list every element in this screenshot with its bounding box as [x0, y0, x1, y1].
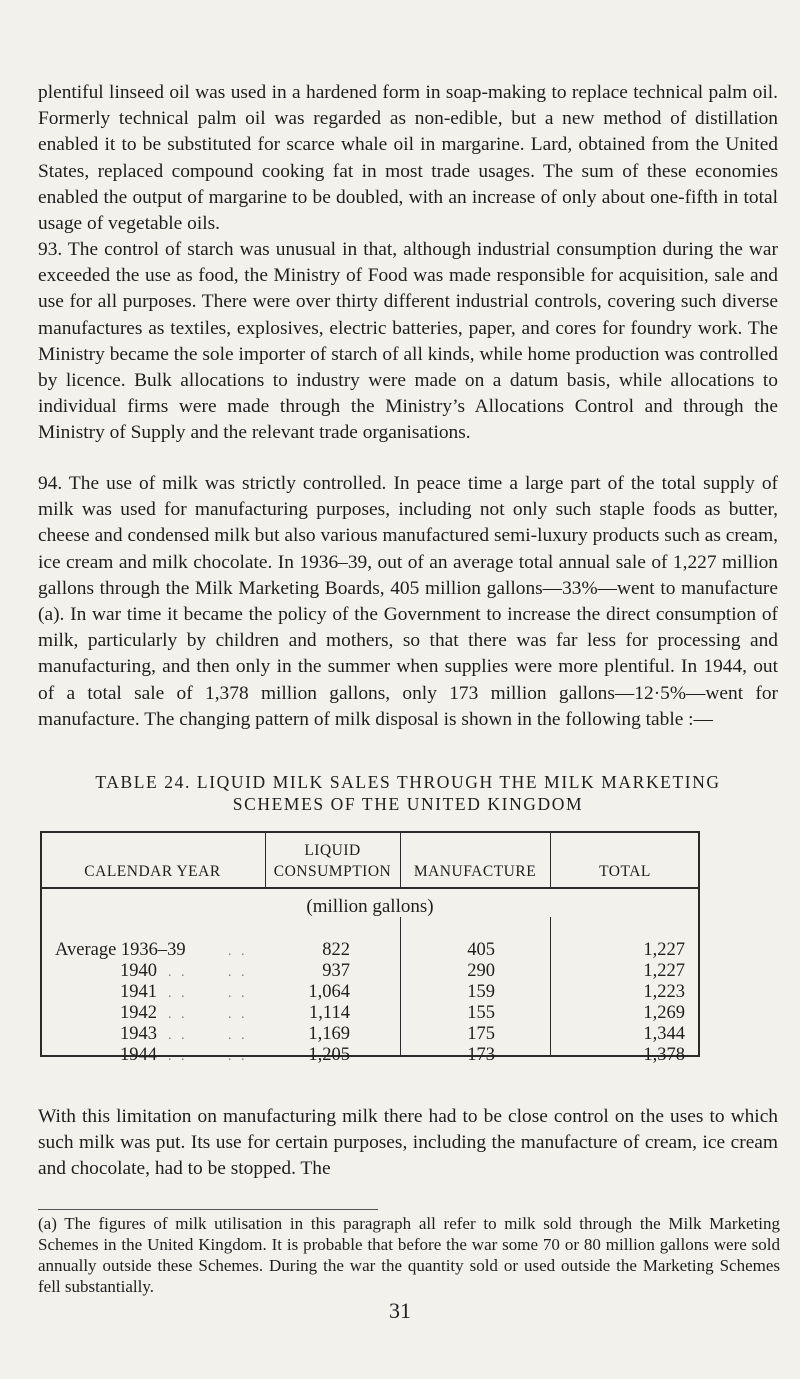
- cell-liquid: 822: [322, 940, 350, 960]
- cell-total: 1,223: [643, 982, 685, 1002]
- column-rule-3-body: [550, 917, 551, 1055]
- leader-dots: . .: [168, 1028, 188, 1043]
- leader-dots: . .: [228, 965, 248, 980]
- paragraph-linseed-oil: plentiful linseed oil was used in a hardened form in soap-making to replace technical palm oil. Formerly technical palm oil was regarded as non-edible, but a new method of distillation enabled it to be substituted for scarce whale oil in margarine. Lard, obtained from the United States, replaced compound cooking fat in most trade usages. The sum of these economies enabled the output of margarine to be doubled, with an increase of only about one-fifth in total usage of vegetable oils.: [38, 82, 778, 235]
- cell-total: 1,269: [643, 1003, 685, 1023]
- table-unit-label: (million gallons): [306, 896, 434, 917]
- cell-manufacture: 175: [467, 1024, 495, 1044]
- footnote-divider: [38, 1209, 378, 1210]
- cell-manufacture: 405: [467, 940, 495, 960]
- leader-dots: . .: [228, 1049, 248, 1064]
- cell-liquid: 1,114: [309, 1003, 350, 1023]
- header-manufacture: MANUFACTURE: [413, 863, 537, 880]
- cell-liquid: 1,205: [308, 1045, 350, 1065]
- leader-dots: . .: [228, 1007, 248, 1022]
- leader-dots: . .: [168, 1007, 188, 1022]
- header-calendar-year: CALENDAR YEAR: [84, 863, 221, 880]
- paragraph-limitation: With this limitation on manufacturing milk there had to be close control on the uses to which such milk was put. Its use for certain purposes, including the manufacture of cream, ice cream and chocolate, had to be stopped. The: [38, 1106, 778, 1180]
- cell-manufacture: 173: [467, 1045, 495, 1065]
- cell-liquid: 937: [322, 961, 350, 981]
- table-top-rule: [40, 831, 700, 833]
- page-number: 31: [389, 1298, 411, 1323]
- table-title-line-2: SCHEMES OF THE UNITED KINGDOM: [232, 794, 584, 814]
- header-consumption: CONSUMPTION: [273, 863, 392, 880]
- leader-dots: . .: [228, 1028, 248, 1043]
- cell-total: 1,378: [643, 1045, 685, 1065]
- leader-dots: . .: [168, 986, 188, 1001]
- cell-year: 1942: [120, 1003, 157, 1023]
- header-total: TOTAL: [599, 863, 651, 880]
- cell-liquid: 1,064: [308, 982, 350, 1002]
- cell-year: Average 1936–39: [55, 940, 186, 960]
- table-title: [38, 771, 778, 815]
- cell-total: 1,227: [643, 940, 685, 960]
- cell-total: 1,344: [643, 1024, 685, 1044]
- cell-year: 1943: [120, 1024, 157, 1044]
- cell-year: 1944: [120, 1045, 157, 1065]
- cell-manufacture: 290: [467, 961, 495, 981]
- paragraph-94-milk: 94. The use of milk was strictly controlled. In peace time a large part of the total supply of milk was used for manufacturing purposes, including not only such staple foods as butter, cheese and condensed milk but also various manufactured semi-luxury products such as cream, ice cream and milk chocolate. In 1936–39, out of an average total annual sale of 1,227 million gallons through the Milk Marketing Boards, 405 million gallons—33%—went to manufacture (a). In war time it became the policy of the Government to increase the direct consumption of milk, particularly by children and mothers, so that there was far less for processing and manufacturing, and then only in the summer when supplies were more plentiful. In 1944, out of a total sale of 1,378 million gallons, only 173 million gallons—12·5%—went for manufacture. The changing pattern of milk disposal is shown in the following table :—: [38, 473, 778, 730]
- cell-total: 1,227: [643, 961, 685, 981]
- cell-manufacture: 155: [467, 1003, 495, 1023]
- table-title-line-1: TABLE 24. LIQUID MILK SALES THROUGH THE MILK MARKETING: [95, 772, 721, 792]
- header-liquid: LIQUID: [304, 842, 361, 859]
- cell-manufacture: 159: [467, 982, 495, 1002]
- cell-liquid: 1,169: [308, 1024, 350, 1044]
- leader-dots: . .: [228, 986, 248, 1001]
- footnote-a: (a) The figures of milk utilisation in this paragraph all refer to milk sold through the Milk Marketing Schemes in the United Kingdom. It is probable that before the war some 70 or 80 million gallons were sold annually outside these Schemes. During the war the quantity sold or used outside the Marketing Schemes fell substantially.: [38, 1214, 780, 1296]
- leader-dots: . .: [168, 1049, 188, 1064]
- leader-dots: . .: [168, 965, 188, 980]
- table-header-rule: [40, 887, 700, 889]
- cell-year: 1941: [120, 982, 157, 1002]
- cell-year: 1940: [120, 961, 157, 981]
- paragraph-93-starch: 93. The control of starch was unusual in that, although industrial consumption during the war exceeded the use as food, the Ministry of Food was made responsible for acquisition, sale and use for all purposes. There were over thirty different industrial controls, covering such diverse manufactures as textiles, explosives, electric batteries, paper, and cores for foundry work. The Ministry became the sole importer of starch of all kinds, while home production was controlled by licence. Bulk allocations to industry were made on a datum basis, while allocations to individual firms were made through the Ministry’s Allocations Control and through the Ministry of Supply and the relevant trade organisations.: [38, 239, 778, 444]
- leader-dots: . .: [228, 944, 248, 959]
